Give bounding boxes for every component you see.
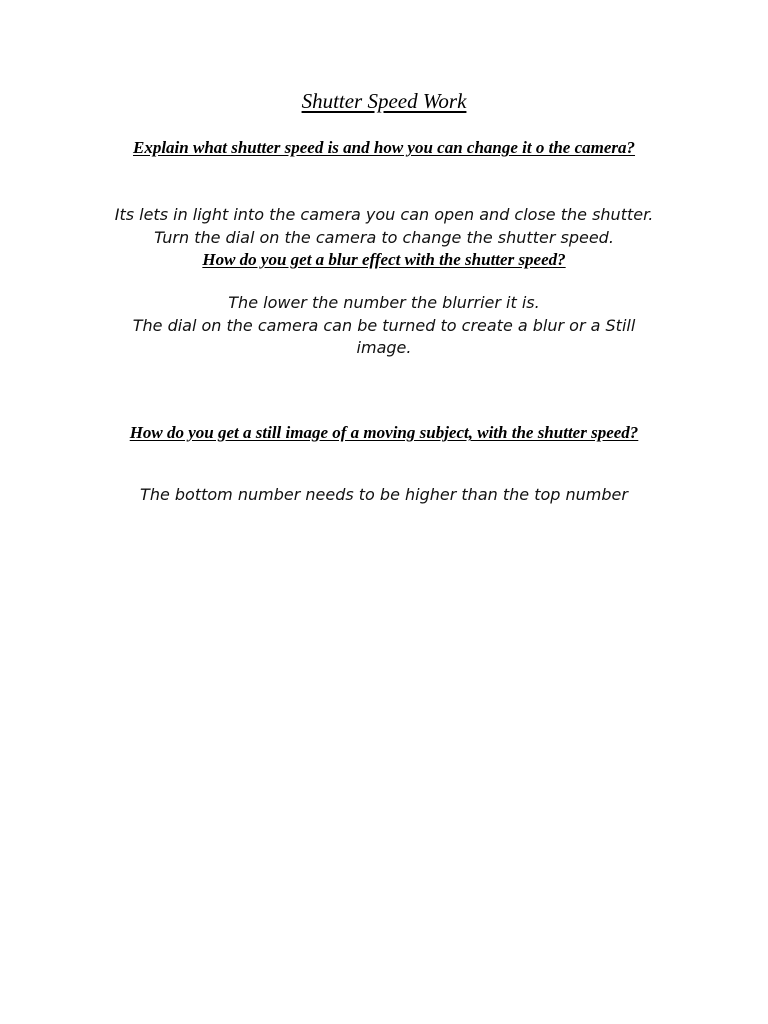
- answer-3-line-1: The bottom number needs to be higher than the top number: [140, 485, 628, 504]
- answer-2-line-2: The dial on the camera can be turned to create a blur or a Still image.: [132, 315, 636, 357]
- page-title: Shutter Speed Work: [301, 89, 467, 113]
- answer-1: [100, 204, 668, 249]
- question-2: How do you get a blur effect with the shutter speed?: [202, 250, 566, 269]
- answer-3: [100, 484, 668, 507]
- answer-2: [110, 292, 658, 360]
- question-1: Explain what shutter speed is and how you can change it o the camera?: [132, 138, 636, 157]
- answer-1-line-1: Its lets in light into the camera you can open and close the shutter.: [114, 205, 654, 224]
- answer-2-line-1: The lower the number the blurrier it is.: [228, 293, 540, 312]
- question-3: How do you get a still image of a moving subject, with the shutter speed?: [129, 423, 639, 442]
- answer-1-line-2: Turn the dial on the camera to change the shutter speed.: [154, 227, 614, 247]
